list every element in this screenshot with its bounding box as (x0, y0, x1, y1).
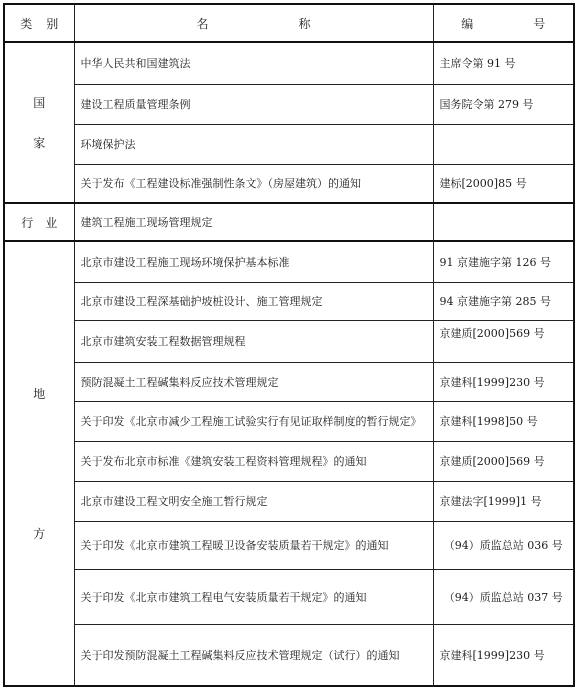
regulation-name: 建筑工程施工现场管理规定 (74, 203, 433, 241)
regulation-code: 京建法字[1999]1 号 (433, 481, 574, 521)
regulation-code: 京建科[1999]230 号 (433, 362, 574, 401)
table-row (4, 624, 574, 686)
regulation-name: 北京市建筑安装工程数据管理规程 (74, 320, 433, 362)
header-name-a: 名 (196, 16, 209, 31)
category-local (4, 241, 74, 686)
table-header-row (4, 4, 574, 42)
regulation-code: 建标[2000]85 号 (433, 164, 574, 203)
regulation-name: 关于发布北京市标准《建筑安装工程资料管理规程》的通知 (74, 441, 433, 481)
regulation-name: 北京市建设工程深基础护坡桩设计、施工管理规定 (74, 282, 433, 320)
table-row (4, 569, 574, 624)
table-row (4, 401, 574, 441)
table-row (4, 320, 574, 362)
regulation-code: 京建质[2000]569 号 (433, 441, 574, 481)
regulation-name: 关于发布《工程建设标准强制性条文》（房屋建筑）的通知 (74, 164, 433, 203)
regulation-code: 京建科[1999]230 号 (433, 624, 574, 686)
table-row (4, 282, 574, 320)
category-national-a: 国 (33, 95, 46, 110)
table-row (4, 481, 574, 521)
header-code (433, 4, 574, 42)
regulation-name: 预防混凝土工程碱集料反应技术管理规定 (74, 362, 433, 401)
regulations-table (3, 3, 575, 687)
regulation-name: 北京市建设工程施工现场环境保护基本标准 (74, 241, 433, 282)
regulation-name: 关于印发预防混凝土工程碱集料反应技术管理规定（试行）的通知 (74, 624, 433, 686)
header-category-a: 类 (20, 16, 33, 31)
table-row (4, 521, 574, 569)
header-code-b: 号 (533, 16, 546, 31)
regulation-code: （94）质监总站 036 号 (433, 521, 574, 569)
regulation-code: 主席令第 91 号 (433, 42, 574, 84)
header-name (74, 4, 433, 42)
header-category (4, 4, 74, 42)
category-national (4, 42, 74, 203)
table-row (4, 164, 574, 203)
table-row (4, 362, 574, 401)
regulation-name: 中华人民共和国建筑法 (74, 42, 433, 84)
regulation-name: 关于印发《北京市建筑工程电气安装质量若干规定》的通知 (74, 569, 433, 624)
header-code-a: 编 (461, 16, 474, 31)
table-row (4, 203, 574, 241)
regulation-code: 91 京建施字第 126 号 (433, 241, 574, 282)
regulation-code: 京建科[1998]50 号 (433, 401, 574, 441)
regulation-name: 关于印发《北京市减少工程施工试验实行有见证取样制度的暂行规定》 (74, 401, 433, 441)
regulation-name: 关于印发《北京市建筑工程暖卫设备安装质量若干规定》的通知 (74, 521, 433, 569)
regulation-code (433, 124, 574, 164)
table-row (4, 241, 574, 282)
header-category-b: 别 (46, 16, 59, 31)
table-row (4, 84, 574, 124)
regulation-code: 94 京建施字第 285 号 (433, 282, 574, 320)
table-row (4, 441, 574, 481)
category-local-b: 方 (33, 526, 46, 541)
regulation-code: 国务院令第 279 号 (433, 84, 574, 124)
header-name-b: 称 (298, 16, 311, 31)
table-row (4, 42, 574, 84)
category-industry: 行 业 (4, 203, 74, 241)
regulation-name: 建设工程质量管理条例 (74, 84, 433, 124)
regulation-name: 北京市建设工程文明安全施工暂行规定 (74, 481, 433, 521)
regulation-code (433, 203, 574, 241)
table-row (4, 124, 574, 164)
regulation-code: 京建质[2000]569 号 (433, 320, 574, 362)
category-local-a: 地 (33, 386, 46, 401)
regulation-name: 环境保护法 (74, 124, 433, 164)
regulation-code: （94）质监总站 037 号 (433, 569, 574, 624)
category-national-b: 家 (33, 135, 46, 150)
